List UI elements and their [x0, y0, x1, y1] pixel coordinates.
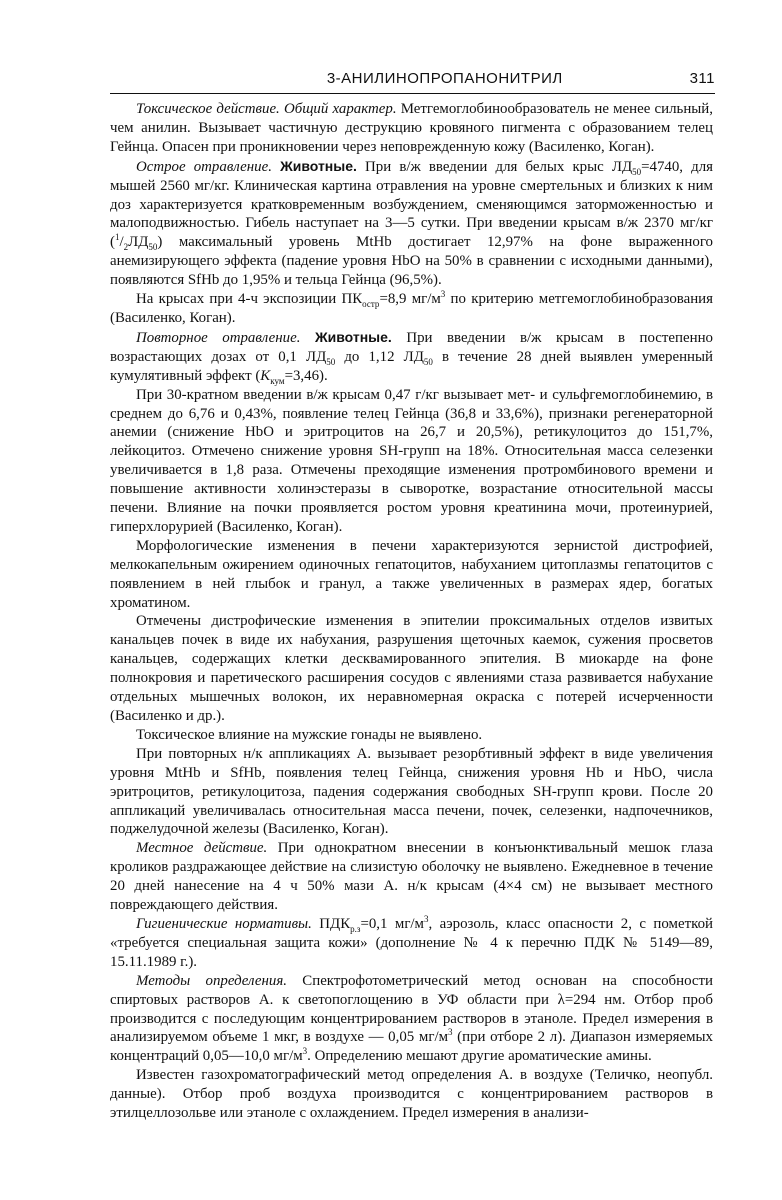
italic-text: Острое отравление. — [136, 158, 272, 175]
subscript: остр — [362, 299, 380, 310]
page-number: 311 — [689, 70, 715, 87]
bold-text: Животные. — [314, 328, 392, 345]
subscript: 50 — [148, 242, 158, 253]
paragraph — [110, 290, 713, 328]
italic-text: Повторное отравление. — [136, 329, 301, 346]
italic-text: Гигиенические нормативы. — [136, 915, 312, 932]
header-rule — [110, 93, 715, 94]
page-header-title: 3-АНИЛИНОПРОПАНОНИТРИЛ — [326, 70, 563, 87]
text-run: При однократном внесении в конъюнктивальный мешок глаза кроликов раздражающее действие на слизистую оболочку не выявлено. Ежедневное в течение 20 дней нанесение на 4 ч 50% мази А. н/к крысам (4×4 см) не вызывает местного повреждающего действия. — [110, 840, 714, 914]
text-run: =4740, для мышей 2560 мг/кг. Клиническая картина отравления на уровне смертельных и близких к ним доз характеризуется кратковременным возбуждением, сменяющимся заторможенностью и малоподвижностью. Гибель наступает на 3—5 сутки. При введении крысам в/ж 2370 мг/кг ( — [110, 158, 714, 251]
superscript: 3 — [423, 914, 429, 924]
text-run: до 1,12 ЛД — [335, 348, 424, 365]
text-run: / — [119, 234, 124, 251]
paragraph — [110, 839, 713, 915]
subscript: р.з — [350, 923, 361, 934]
text-run: (при отборе 2 л). Диапазон измеряемых концентраций 0,05—10,0 мг/м — [110, 1029, 713, 1065]
subscript: кум — [270, 375, 285, 386]
paragraph — [110, 1066, 713, 1123]
text-run — [300, 330, 315, 346]
italic-text: Местное действие. — [136, 840, 268, 857]
text-run: =0,1 мг/м — [360, 915, 424, 932]
subscript: 50 — [326, 356, 336, 367]
text-run: ) максимальный уровень MtHb достигает 12,97% на фоне выраженного анемизирующего эффекта (падение уровня HbO на 50% в сравнении с исходными данными), появляются SfHb до 1,95% и тельца Гейнца (96,5%). — [110, 234, 713, 289]
text-run: При 30-кратном введении в/ж крысам 0,47 г/кг вызывает мет- и сульфгемоглобинемию, в среднем до 6,76 и 0,43%, появление телец Гейнца (36,8 и 33,6%), признаки регенераторной анемии (снижение HbO и эритроцитов на 26,7 и 20,5%), ретикулоцитоз до 151,7%, лейкоцитоз. Отмечено снижение уровня SH-групп на 18%. Относительная масса селезенки увеличивается в 1,8 раза. Отмечены преходящие изменения протромбинового времени и повышение активности холинэстеразы в сыворотке, возрастание относительной массы печени. Влияние на почки проявляется ростом уровня креатинина мочи, протеинурией, гиперхлорурией (Василенко, Коган). — [110, 386, 713, 535]
text-run: Отмечены дистрофические изменения в эпителии проксимальных отделов извитых канальцев почек в виде их набухания, разрушения щеточных каемок, сужения просветов канальцев, содержащих клетки десквамированного эпителия. В миокарде на фоне полнокровия и паретического расширения сосудов с явлениями стаза развивается набухание отдельных мышечных волокон, их неравномерная окраска с потерей исчерченности (Василенко и др.). — [110, 613, 713, 724]
text-run: =8,9 мг/м — [379, 291, 441, 308]
italic-text: Методы определения. — [136, 972, 287, 989]
subscript: 50 — [423, 356, 433, 367]
paragraph — [110, 612, 713, 725]
paragraph — [110, 972, 713, 1067]
text-run: При в/ж введении для белых крыс ЛД — [356, 158, 633, 175]
text-run: в течение 28 дней выявлен умеренный кумулятивный эффект ( — [110, 348, 713, 384]
paragraph — [110, 386, 713, 537]
bold-text: Животные. — [280, 157, 357, 174]
text-run: =3,46). — [284, 367, 328, 384]
paragraph — [110, 915, 713, 972]
paragraph — [110, 157, 713, 290]
superscript: 3 — [448, 1027, 453, 1038]
paragraph — [110, 726, 713, 745]
text-run: по критерию метгемоглобинобразования (Василенко, Коган). — [110, 291, 713, 326]
text-run: Известен газохроматографический метод определения А. в воздухе (Теличко, неопубл. данные). Отбор проб воздуха производится с концентрированием растворов в этилцеллозольве или этаноле с охлаждением. Предел измерения в анализи- — [110, 1067, 713, 1122]
paragraph — [110, 537, 713, 613]
text-run: На крысах при 4-ч экспозиции ПК — [136, 291, 363, 308]
superscript: 1 — [114, 232, 120, 243]
italic-text: K — [260, 367, 271, 384]
subscript: 50 — [632, 166, 642, 177]
text-run: , аэрозоль, класс опасности 2, с пометкой «требуется специальная защита кожи» (дополнение № 4 к перечню ПДК № 5149—89, 15.11.1989 г.). — [110, 915, 713, 970]
text-run: Токсическое влияние на мужские гонады не выявлено. — [136, 726, 483, 743]
text-run: При повторных н/к аппликациях А. вызывает резорбтивный эффект в виде увеличения уровня MtHb и SfHb, появления телец Гейнца, снижения уровня Hb и HbO, числа эритроцитов, ретикулоцитоза, падения содержания свободных SH-групп крови. После 20 аппликаций увеличивалась относительная масса печени, почек, селезенки, надпочечников, поджелудочной железы (Василенко, Коган). — [110, 745, 713, 838]
text-run: Метгемоглобинообразователь не менее сильный, чем анилин. Вызывает частичную деструкцию кровяного пигмента с образованием телец Гейнца. Опасен при проникновении через неповрежденную кожу (Василенко, Коган). — [110, 101, 713, 155]
text-run: ПДК — [311, 915, 351, 932]
superscript: 3 — [302, 1046, 308, 1057]
paragraph — [110, 745, 713, 840]
paragraph — [110, 328, 713, 386]
text-run: Морфологические изменения в печени характеризуются зернистой дистрофией, мелкокапельным ожирением одиночных гепатоцитов, набуханием цитоплазмы гепатоцитов с появлением в ней глыбок и гранул, а также увеличенных в размерах ядер, богатых хроматином. — [110, 537, 713, 611]
italic-text: Токсическое действие. Общий характер. — [136, 101, 397, 117]
superscript: 3 — [440, 289, 446, 300]
text-run: Спектрофотометрический метод основан на способности спиртовых растворов А. к светопоглощению в УФ области при λ=294 нм. Отбор проб производится с последующим концентрированием растворов в этаноле. Предел измерения в анализируемом объеме 1 мкг, в воздухе — 0,05 мг/м — [110, 972, 713, 1046]
text-run: ЛД — [128, 234, 149, 251]
running-head — [110, 70, 715, 87]
text-run — [272, 159, 280, 175]
paragraph — [110, 100, 713, 157]
body-text — [110, 100, 713, 1123]
text-run: . Определению мешают другие ароматические амины. — [307, 1048, 652, 1065]
text-run: При введении в/ж крысам в постепенно возрастающих дозах от 0,1 ЛД — [110, 329, 713, 365]
subscript: 2 — [123, 242, 129, 253]
